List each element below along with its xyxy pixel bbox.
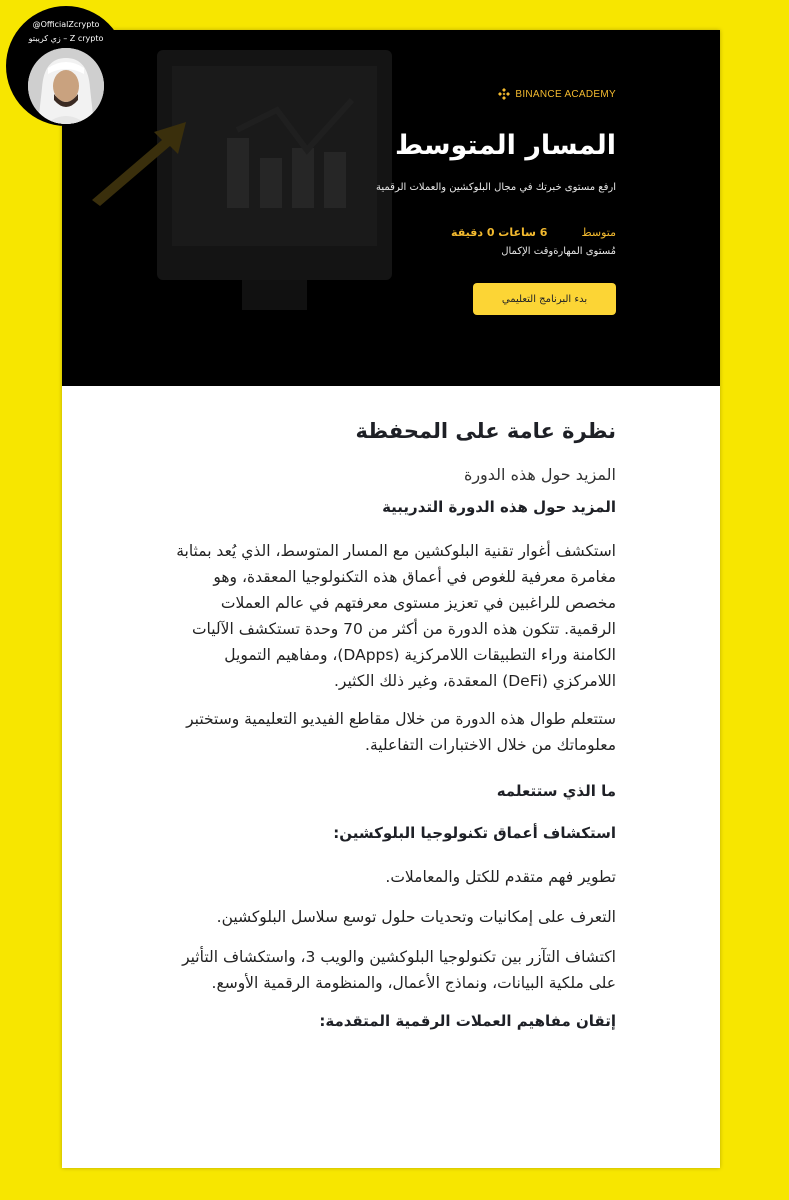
- section-crypto-heading: إتقان مفاهيم العملات الرقمية المتقدمة:: [319, 1012, 616, 1030]
- section-blockchain-heading: استكشاف أعماق تكنولوجيا البلوكشين:: [333, 824, 616, 842]
- chart-illustration-icon: [62, 30, 720, 386]
- binance-academy-logo: [498, 88, 616, 100]
- course-title: المسار المتوسط: [395, 130, 616, 161]
- screenshot-frame: [62, 30, 720, 1168]
- list-item: تطوير فهم متقدم للكتل والمعاملات.: [385, 868, 616, 886]
- what-you-learn-heading: ما الذي ستتعلمه: [496, 782, 616, 800]
- badge-handle: @OfficialZcrypto: [32, 20, 100, 29]
- course-format: ستتعلم طوال هذه الدورة من خلال مقاطع الفيديو التعليمية وستختبر معلوماتك من خلال الاختبارات التفاعلية.: [186, 710, 616, 754]
- badge-name: زي كريبتو – Z crypto: [28, 34, 104, 43]
- course-meta-labels: [501, 246, 616, 257]
- start-course-button[interactable]: بدء البرنامج التعليمي: [473, 283, 616, 315]
- list-item: التعرف على إمكانيات وتحديات حلول توسع سلاسل البلوكشين.: [216, 908, 616, 926]
- more-about-training: المزيد حول هذه الدورة التدريبية: [382, 498, 616, 516]
- course-subtitle: ارفع مستوى خبرتك في مجال البلوكشين والعملات الرقمية: [376, 182, 616, 193]
- course-description: استكشف أغوار تقنية البلوكشين مع المسار المتوسط، الذي يُعد بمثابة مغامرة معرفية للغوص في أعماق هذه التكنولوجيا المعقدة، وهو مخصص للراغبين في تعزيز مستوى معرفتهم في عالم العملات الرقمية. تتكون هذه الدورة من أكثر من 70 وحدة تستكشف الآليات الكامنة وراء التطبيقات اللامركزية (DApps)، ومفاهيم التمويل اللامركزي (DeFi) المعقدة، وغير ذلك الكثير.: [176, 542, 616, 690]
- course-meta-values: [451, 226, 616, 239]
- binance-diamond-icon: [498, 88, 510, 100]
- course-overview: [62, 386, 720, 1168]
- brand-text: BINANCE ACADEMY: [515, 88, 616, 100]
- channel-badge: [6, 6, 126, 126]
- completion-time-label: وقت الإكمال: [501, 246, 554, 257]
- completion-time-value: 6 ساعات 0 دقيقة: [451, 226, 548, 239]
- more-about-course: المزيد حول هذه الدورة: [463, 465, 616, 484]
- skill-level-value: متوسط: [581, 226, 616, 239]
- avatar: [28, 48, 104, 124]
- avatar-portrait-icon: [28, 48, 104, 124]
- overview-heading: نظرة عامة على المحفظة: [355, 419, 616, 443]
- list-item: اكتشاف التآزر بين تكنولوجيا البلوكشين والويب 3، واستكشاف التأثير على ملكية البيانات، ونماذج الأعمال، والمنظومة الرقمية الأوسع.: [182, 948, 616, 992]
- skill-level-label: مُستوى المهارة: [553, 246, 616, 257]
- course-hero: [62, 30, 720, 386]
